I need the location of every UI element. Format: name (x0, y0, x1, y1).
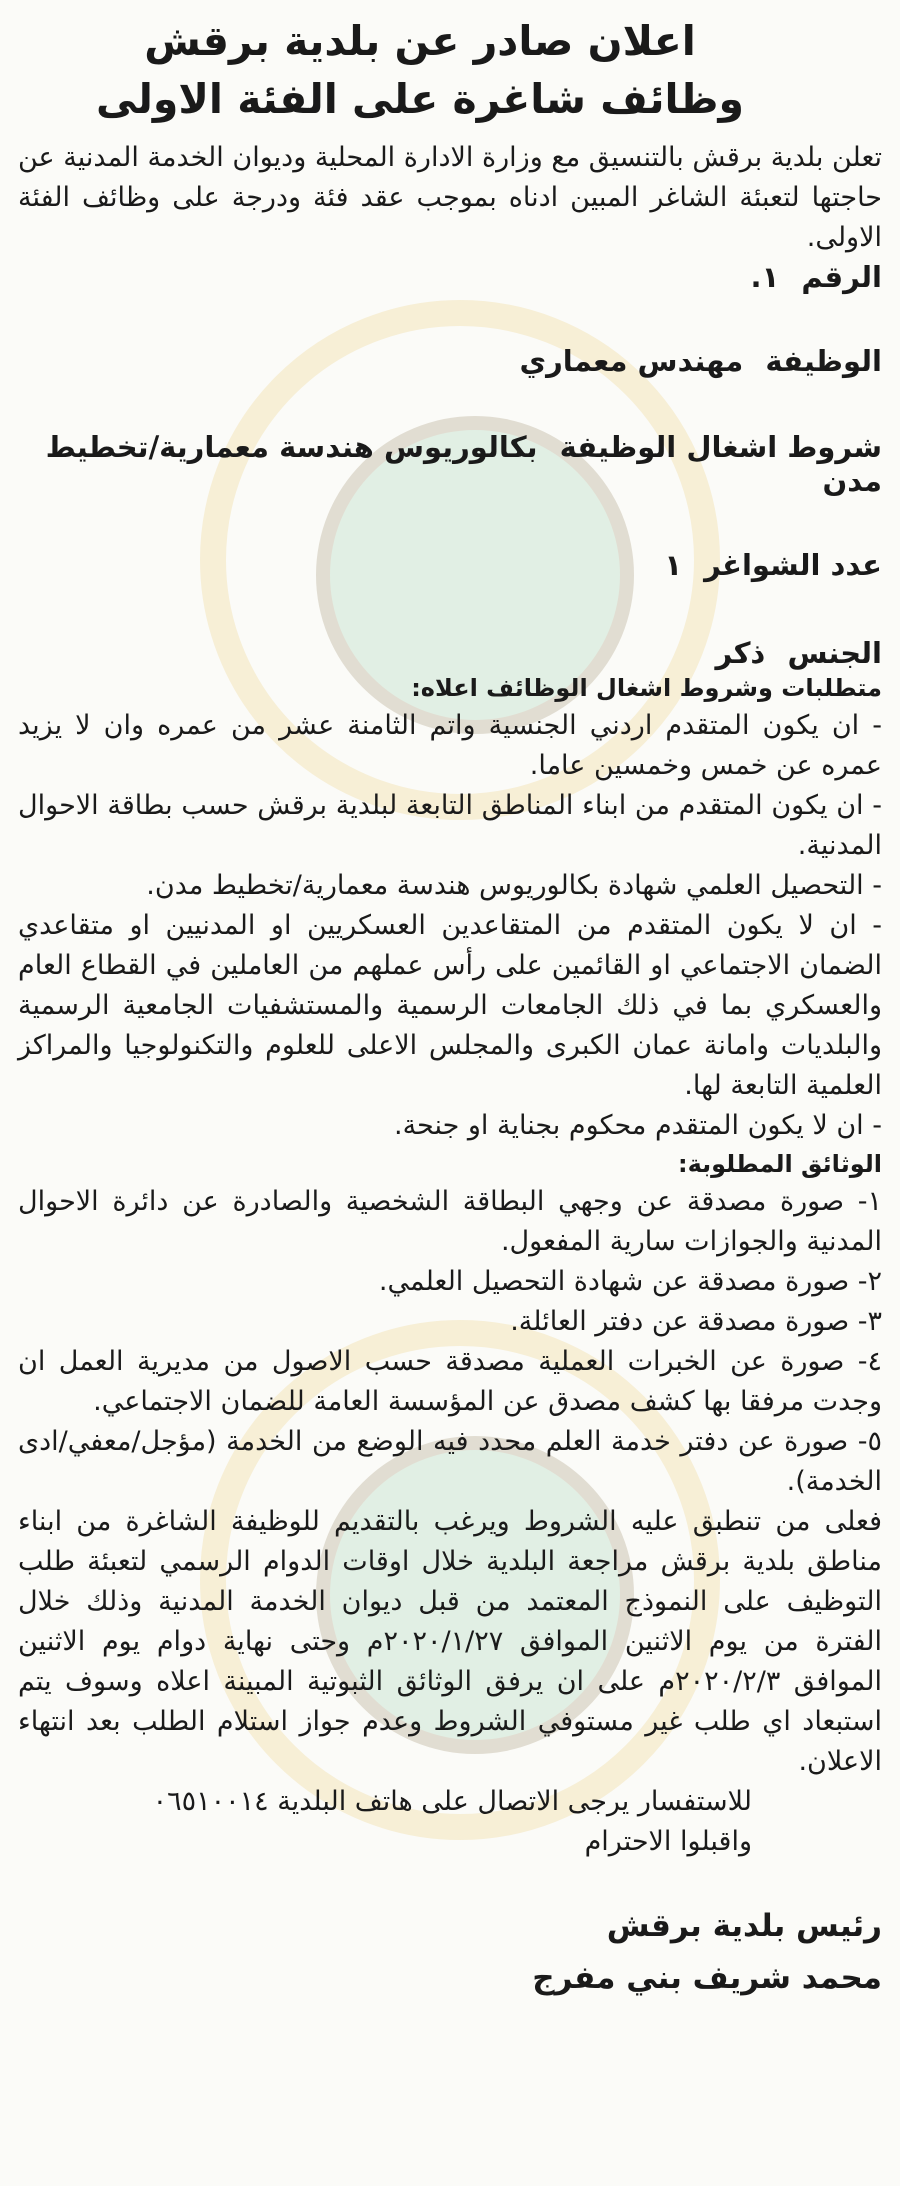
gender-value: ذكر (715, 636, 766, 670)
requirement-item: - التحصيل العلمي شهادة بكالوريوس هندسة معمارية/تخطيط مدن. (146, 870, 882, 901)
regards-line: واقبلوا الاحترام (584, 1826, 752, 1857)
vacancies-row (18, 548, 882, 582)
conditions-label: شروط اشغال الوظيفة (559, 430, 882, 464)
documents-list (18, 1182, 882, 1502)
document-item: ٥- صورة عن دفتر خدمة العلم محدد فيه الوضع من الخدمة (مؤجل/معفي/ادى الخدمة). (18, 1426, 882, 1497)
requirement-item: - ان لا يكون المتقدم محكوم بجناية او جنحة. (393, 1110, 882, 1141)
signature-name: محمد شريف بني مفرج (532, 1960, 882, 1996)
conditions-row (18, 430, 882, 498)
job-number-value: ١. (750, 260, 780, 294)
documents-heading: الوثائق المطلوبة: (677, 1150, 882, 1178)
document-item: ٢- صورة مصدقة عن شهادة التحصيل العلمي. (378, 1266, 882, 1297)
document-item: ٣- صورة مصدقة عن دفتر العائلة. (510, 1306, 882, 1337)
requirement-item: - ان يكون المتقدم اردني الجنسية واتم الثامنة عشر من عمره وان لا يزيد عمره عن خمس وخمسين عاما. (18, 710, 882, 781)
announcement-title: اعلان صادر عن بلدية برقش (144, 17, 696, 65)
gender-label: الجنس (787, 636, 882, 670)
closing-paragraph: فعلى من تنطبق عليه الشروط ويرغب بالتقديم للوظيفة الشاغرة من ابناء مناطق بلدية برقش مراجعة البلدية خلال اوقات الدوام الرسمي لتعبئة طلب التوظيف على النموذج المعتمد من قبل ديوان الخدمة المدنية وذلك خلال الفترة من يوم الاثنين الموافق ٢٠٢٠/١/٢٧م وحتى نهاية دوام يوم الاثنين الموافق ٢٠٢٠/٢/٣م على ان يرفق الوثائق الثبوتية المبينة اعلاه وسوف يتم استبعاد اي طلب غير مستوفي الشروط وعدم جواز استلام الطلب بعد انتهاء الاعلان. (18, 1506, 883, 1777)
position-row (18, 344, 882, 378)
position-value: مهندس معماري (519, 344, 744, 378)
intro-paragraph: تعلن بلدية برقش بالتنسيق مع وزارة الادارة المحلية وديوان الخدمة المدنية عن حاجتها لتعبئة الشاغر المبين ادناه بموجب عقد فئة ودرجة على وظائف الفئة الاولى. (18, 142, 882, 253)
requirement-item: - ان يكون المتقدم من ابناء المناطق التابعة لبلدية برقش حسب بطاقة الاحوال المدنية. (18, 790, 882, 861)
job-number-row (18, 260, 882, 294)
requirement-item: - ان لا يكون المتقدم من المتقاعدين العسكريين او المدنيين او متقاعدي الضمان الاجتماعي او القائمين على رأس عملهم من العاملين في القطاع العام والعسكري بما في ذلك الجامعات الرسمية والمستشفيات الجامعية الرسمية والبلديات وامانة عمان الكبرى والمجلس الاعلى للعلوم والتكنولوجيا والمراكز العلمية التابعة لها. (18, 910, 882, 1101)
signature-title: رئيس بلدية برقش (606, 1908, 882, 1944)
announcement-subtitle: وظائف شاغرة على الفئة الاولى (96, 75, 744, 123)
requirements-list (18, 706, 882, 1146)
contact-line: للاستفسار يرجى الاتصال على هاتف البلدية ٠٦٥١٠٠١٤ (152, 1786, 752, 1817)
gender-row (18, 636, 882, 670)
vacancies-label: عدد الشواغر (704, 548, 882, 582)
vacancies-value: ١ (664, 548, 683, 582)
job-number-label: الرقم (801, 260, 882, 294)
position-label: الوظيفة (765, 344, 882, 378)
document-item: ٤- صورة عن الخبرات العملية مصدقة حسب الاصول من مديرية العمل ان وجدت مرفقا بها كشف مصدق عن المؤسسة العامة للضمان الاجتماعي. (18, 1346, 882, 1417)
document-item: ١- صورة مصدقة عن وجهي البطاقة الشخصية والصادرة عن دائرة الاحوال المدنية والجوازات سارية المفعول. (18, 1186, 882, 1257)
requirements-heading: متطلبات وشروط اشغال الوظائف اعلاه: (411, 674, 882, 702)
conditions-value: بكالوريوس هندسة معمارية/تخطيط مدن (45, 430, 882, 498)
